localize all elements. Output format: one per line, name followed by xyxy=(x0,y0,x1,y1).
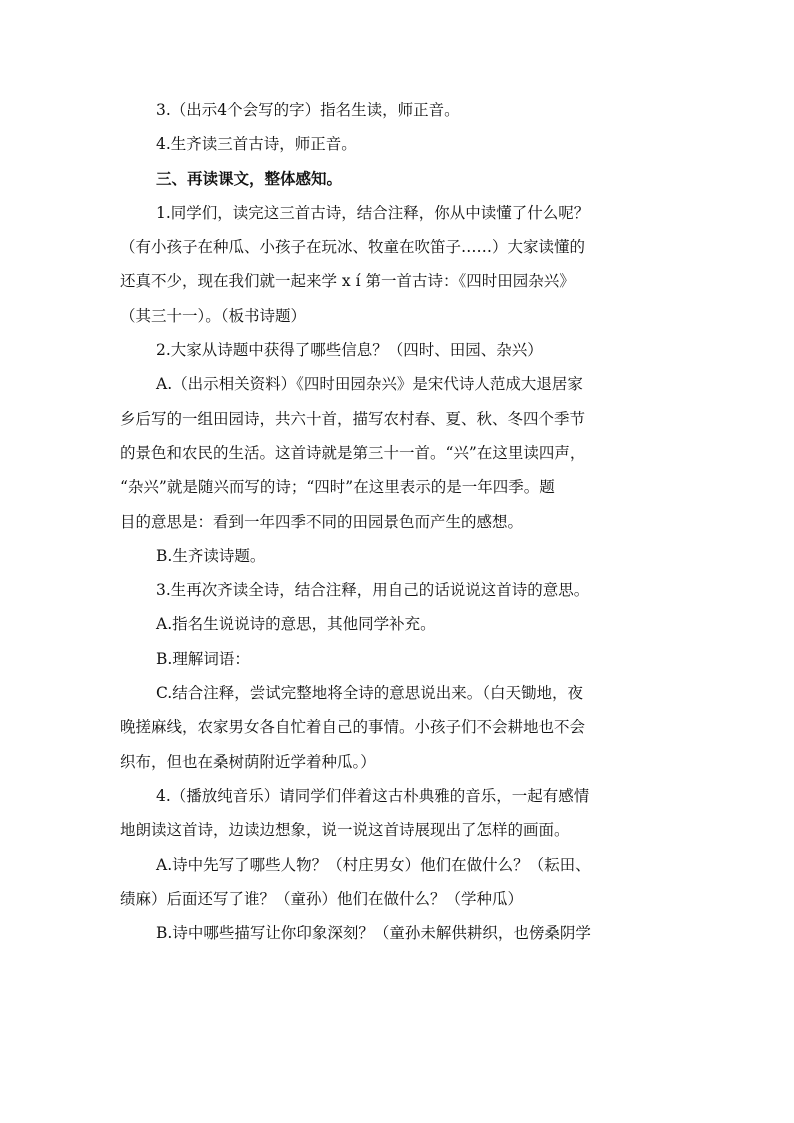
text-line: “杂兴”就是随兴而写的诗；“四时”在这里表示的是一年四季。题 xyxy=(120,478,555,497)
text-line: 的景色和农民的生活。这首诗就是第三十一首。“兴”在这里读四声， xyxy=(120,443,586,462)
text-line: A.指名生说说诗的意思，其他同学补充。 xyxy=(156,615,436,634)
text-line: 绩麻）后面还写了谁？（童孙）他们在做什么？（学种瓜） xyxy=(120,889,524,908)
text-line: C.结合注释，尝试完整地将全诗的意思说出来。（白天锄地，夜 xyxy=(156,684,583,703)
document-body xyxy=(120,93,680,950)
text-line: 4.生齐读三首古诗，师正音。 xyxy=(156,135,357,154)
text-line: 织布，但也在桑树荫附近学着种瓜。） xyxy=(120,752,376,771)
text-line: 地朗读这首诗，边读边想象，说一说这首诗展现出了怎样的画面。 xyxy=(120,821,570,840)
text-line: （其三十一）。（板书诗题） xyxy=(120,306,307,325)
text-line: （有小孩子在种瓜、小孩子在玩冰、牧童在吹笛子……）大家读懂的 xyxy=(120,238,586,257)
text-line: A.（出示相关资料）《四时田园杂兴》是宋代诗人范成大退居家 xyxy=(156,375,583,394)
text-line: B.生齐读诗题。 xyxy=(156,546,266,565)
text-line: 3.（出示4个会写的字）指名生读，师正音。 xyxy=(156,101,460,119)
text-line: 3.生再次齐读全诗，结合注释，用自己的话说说这首诗的意思。 xyxy=(156,581,590,600)
text-line: 1.同学们，读完这三首古诗，结合注释，你从中读懂了什么呢？ xyxy=(156,203,590,222)
text-line: B.理解词语： xyxy=(156,649,250,668)
text-line: A.诗中先写了哪些人物？（村庄男女）他们在做什么？（耘田、 xyxy=(156,855,591,874)
text-line: 目的意思是：看到一年四季不同的田园景色而产生的感想。 xyxy=(120,512,524,531)
text-line: B.诗中哪些描写让你印象深刻？（童孙未解供耕织，也傍桑阴学 xyxy=(156,924,591,943)
text-line: 晚搓麻线，农家男女各自忙着自己的事情。小孩子们不会耕地也不会 xyxy=(120,718,586,737)
section-heading: 三、再读课文，整体感知。 xyxy=(156,168,343,188)
text-line: 2.大家从诗题中获得了哪些信息？（四时、田园、杂兴） xyxy=(156,341,543,360)
text-line: 还真不少，现在我们就一起来学 x í 第一首古诗：《四时田园杂兴》 xyxy=(120,272,575,291)
text-line: 乡后写的一组田园诗，共六十首，描写农村春、夏、秋、冬四个季节 xyxy=(120,409,586,428)
text-line: 4.（播放纯音乐）请同学们伴着这古朴典雅的音乐，一起有感情 xyxy=(156,786,590,805)
